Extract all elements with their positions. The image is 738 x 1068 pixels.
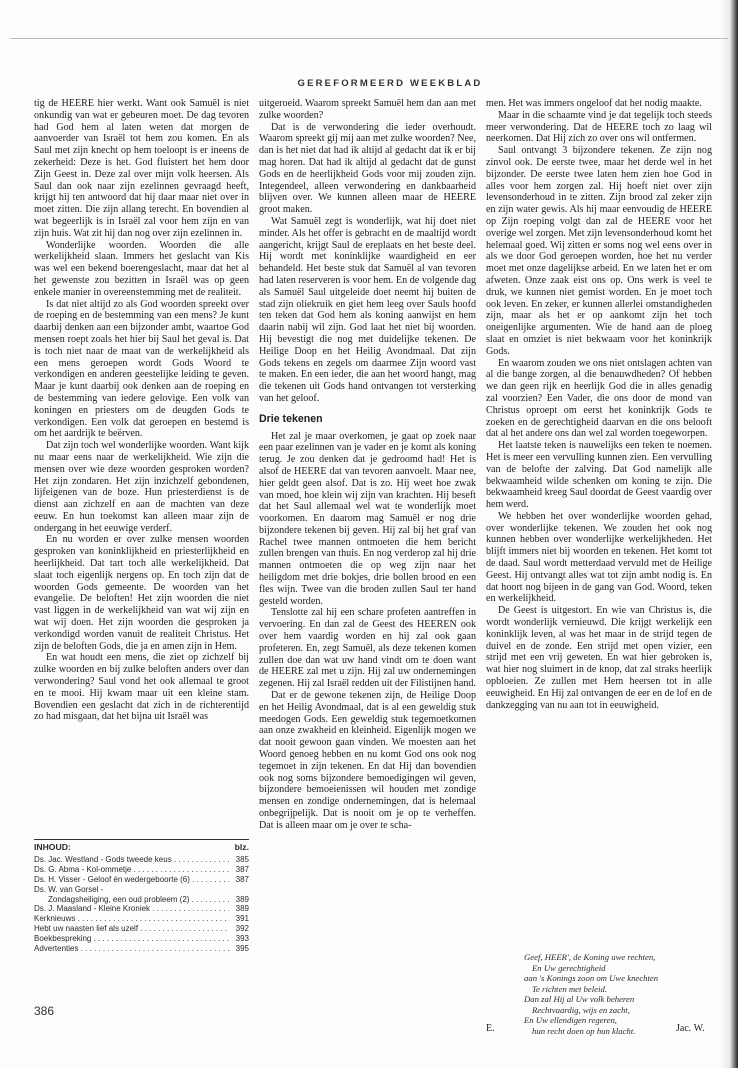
paragraph: Dat zijn toch wel wonderlijke woorden. Want kijk nu maar eens naar de werkelijkheid. Wie zijn die mensen over wie deze woorden gesproken worden? Het zijn zondaren. Het zijn inzichzelf gebondenen, lijfeigenen van de boze. Hun priesterdienst is de dienst aan zichzelf en aan de machten van deze eeuw. En hun toekomst kan alleen maar zijn de ondergang in het eeuwige verderf. (34, 440, 249, 534)
poem-line: Rechtvaardig, wijs en zacht, (532, 1004, 630, 1015)
page-number: 386 (34, 1004, 55, 1018)
paragraph: Tenslotte zal hij een schare profeten aantreffen in vervoering. En dan zal de Geest des HEEREN ook over hem vaardig worden en hij zal ook gaan profeteren. En, zegt Samuël, als deze tekenen komen zullen doe dan wat uw hand vindt om te doen want de HEERE zal met u zijn. Hij zal uw ondernemingen zegenen. Hij zal Israël redden uit der Filistijnen hand. (259, 607, 476, 690)
column-2 (259, 98, 476, 832)
paragraph: En nu worden er over zulke mensen woorden gesproken van koninklijkheid en priesterlijkheid en heerlijkheid. Dat tart toch alle werkelijkheid. Dat slaat toch eigenlijk nergens op. En toch zijn dat de woorden Gods gemeente. De woorden van het evangelie. De beloften! Het zijn woorden die niet vast liggen in de werkelijkheid van wat wij zijn en wat wij doen. Het zijn woorden die gesproken ja verkondigd worden vanuit de realiteit Christus. Het zijn de beloften Gods, die ja en amen zijn in Hem. (34, 534, 249, 652)
toc-entry: Zondagsheiliging, een oud probleem (2) . . . 389 (34, 895, 249, 905)
paragraph: Het zal je maar overkomen, je gaat op zoek naar een paar ezelinnen van je vader en je komt als koning terug. Je zou denken dat je gedroomd had! Het is alsof de HEERE dat van tevoren aanvoelt. Maar nee, hier geldt geen alsof. Dat is zo. Hij weet hoe zwak van moed, hoe klein wij zijn van krachten. Hij beseft dat het Saul allemaal wel wat te wonderlijk moet voorkomen. En daarom mag Samuël er nog drie bijzondere tekenen bij geven. Hij zal bij het graf van Rachel twee mannen ontmoeten die hem bericht zullen brengen van thuis. En nog verderop zal hij drie mannen ontmoeten die op weg zijn naar het heiligdom met drie bokjes, drie bollen brood en een fles wijn. Twee van die broden zullen Saul ter hand gesteld worden. (259, 430, 476, 607)
paragraph: tig de HEERE hier werkt. Want ook Samuël is niet onkundig van wat er gebeuren moet. De dag tevoren had God hem al laten weten dat morgen de aanvoerder van Israël tot hem zou komen. En als Saul met zijn knecht op hem toeloopt is er ineens de zekerheid: Deze is het. God fluistert het hem door Zijn Geest in. Deze zal over mijn volk heersen. Als Saul dan ook naar zijn ezelinnen gevraagd heeft, krijgt hij ten antwoord dat hij daar maar niet over in moet zitten. Die zijn allang terecht. En bovendien al wat begeerlijk is in Israël zal voor hem zijn en van zijn huis. Wat zit hij dan nog over zijn ezelinnen in. (34, 98, 249, 239)
paragraph: Dat er de gewone tekenen zijn, de Heilige Doop en het Heilig Avondmaal, dat is al een geweldig stuk meedogen Gods. Een geweldig stuk tegemoetkomen aan onze zwakheid en kleinheid. Eigenlijk mogen we dat nooit gewoon gaan vinden. We moesten aan het Woord genoeg hebben en nu komt God ons ook nog tegemoet in zijn tekenen. En dat Hij dan bovendien ook nog soms bijzondere bemoedigingen wil geven, bijzondere bemoeienissen wil houden met zondige mensen en zondige ondernemingen, dat is helemaal onbegrijpelijk. Dat is nooit om je op te verheffen. Dat is alleen maar om je over te scha- (259, 690, 476, 831)
toc-entry: Ds. G. Abma - Kol-ommetje . . . 387 (34, 865, 249, 875)
paragraph: Wonderlijke woorden. Woorden die alle werkelijkheid slaan. Immers het geslacht van Kis was wel een bekend boerengeslacht, maar dat het al het gewenste zou bezitten in Israël was op geen enkele manier in overeenstemming met de realiteit. (34, 239, 249, 298)
toc-heading: INHOUD: (34, 842, 71, 852)
scan-edge (720, 0, 738, 1068)
paragraph: Maar in die schaamte vind je dat tegelijk toch steeds meer verwondering. Dat de HEERE toch zo laag wil neerkomen. Dat Hij zich zo over ons wil ontfermen. (486, 109, 712, 145)
table-of-contents (34, 839, 249, 954)
paragraph: En wat houdt een mens, die ziet op zichzelf bij zulke woorden en bij zulke beloften anders over dan verwondering? Saul vond het ook allemaal te groot en te mooi. Hij kwam maar uit een kleine stam. Bovendien een geslacht dat zich in de richterentijd zo had misgaan, dat het bijna uit Israël was (34, 652, 249, 723)
poem-line: Dan zal Hij al Uw volk beheren (524, 994, 635, 1004)
toc-entry: Ds. Jac. Westland - Gods tweede keus . . . 385 (34, 855, 249, 865)
paragraph: Wat Samuël zegt is wonderlijk, wat hij doet niet minder. Als het offer is gebracht en de maaltijd wordt aangericht, krijgt Saul de ereplaats en het beste deel. Hij wordt met koninklijke waardigheid en eer behandeld. Het beste stuk dat Samuël al van tevoren had laten reserveren is voor hem. En de volgende dag als Samuël Saul uitgeleide doet neemt hij buiten de stad zijn oliekruik en giet hem leeg over Sauls hoofd ten teken dat God hem als koning aanwijst en hem daarin nabij wil zijn. God laat het niet bij woorden. Hij bevestigt die nog met duidelijke tekenen. De Heilige Doop en het Heilig Avondmaal. Dat zijn Gods tekens en zegels om daarmee Zijn woord vast te maken. En een ieder, die aan het woord hangt, mag die tekenen uit Gods hand ontvangen tot versterking van het geloof. (259, 215, 476, 404)
poem-line: Te richten met beleid. (532, 983, 607, 994)
poem-line: aan 's Konings zoon om Uwe knechten (524, 973, 659, 983)
paragraph: Saul ontvangt 3 bijzondere tekenen. Ze zijn nog zinvol ook. De eerste twee, maar het derde wel in het bijzonder. De eerste twee laten hem zien hoe God in alles voor hem zorgen zal. Hij hoeft niet over zijn levensonderhoud in te zitten. Zijn brood zal zeker zijn en zijn water gewis. Als hij maar eenvoudig de HEERE op Zijn roeping volgt dan zal de HEERE voor het overige wel zorgen. Met zijn levensonderhoud komt het helemaal goed. Wij zitten er soms nog wel eens over in als we door God geroepen worden, hoe het nu verder moet met onze dagelijkse arbeid. En we laten het er om afweten. Onze zaak eist ons op. Ons werk is veel te druk, we kunnen niet gemist worden. En je moet toch ook leven. En zeker, er kunnen allerlei omstandigheden zijn, maar als het er op aankomt zijn het toch oneigenlijke argumenten. Wie de hand aan de ploeg slaat en omziet is niet bekwaam voor het koninkrijk Gods. (486, 145, 712, 357)
paragraph: We hebben het over wonderlijke woorden gehad, over wonderlijke tekenen. We zouden het ook nog kunnen hebben over wonderlijke werkelijkheden. Het blijft immers niet bij woorden en tekenen. Het komt tot de daad. Saul wordt metterdaad vervuld met de Heilige Geest. Hij ontvangt alles wat tot zijn ambt nodig is. En dat hoort nog bijeen in de gang van God. Woord, teken en werkelijkheid. (486, 510, 712, 605)
paragraph: uitgeroeid. Waarom spreekt Samuël hem dan aan met zulke woorden? (259, 98, 476, 121)
paragraph: Het laatste teken is nauwelijks een teken te noemen. Het is meer een vervulling kunnen zien. Een vervulling van de belofte der zalving. Dat God namelijk alle bekwaamheid wilde schenken om koning te zijn. Die bekwaamheid kreeg Saul doordat de Geest vaardig over hem werd. (486, 440, 712, 511)
toc-header (34, 843, 249, 853)
toc-entry: Boekbespreking . . . 393 (34, 934, 249, 944)
toc-entry: Ds. W. van Gorsel - (34, 884, 104, 894)
toc-rule (34, 839, 249, 840)
toc-entry: Ds. H. Visser - Geloof én wedergeboorte (6) . . . 387 (34, 875, 249, 885)
column-3 (486, 98, 712, 711)
poem-line: Geef, HEER', de Koning uwe rechten, (524, 952, 656, 962)
paragraph: Dat is de verwondering die ieder overhoudt. Waarom spreekt gij mij aan met zulke woorden? Nee, dan is het niet dat had ik altijd al gedacht dat ik er bij mag horen. Dat had ik altijd al gedacht dat de gunst Gods en de heerlijkheid Gods voor mij zouden zijn. Integendeel, alleen verwondering en dankbaarheid blijven over. We kunnen alleen maar de HEERE groot maken. (259, 121, 476, 216)
toc-entry: Kerknieuws . . . 391 (34, 914, 249, 924)
poem-line: hun recht doen op hun klacht. (532, 1025, 636, 1036)
paragraph: men. Het was immers ongeloof dat het nodig maakte. (486, 98, 702, 109)
poem-line: En Uw ellendigen regeren, (524, 1015, 617, 1025)
author-signature: Jac. W. (676, 1023, 705, 1034)
toc-entry: Hebt uw naasten lief als uzelf . . . 392 (34, 924, 249, 934)
poem-line: En Uw gerechtigheid (532, 962, 606, 973)
column-1 (34, 98, 249, 723)
masthead: GEREFORMEERD WEEKBLAD (297, 78, 483, 89)
paragraph: En waarom zouden we ons niet ontslagen achten van al die bange zorgen, al die benauwdheden? Of hebben we dan geen rijk en heerlijk God die in alles genadig zal voorzien? Een Vader, die ons door de mond van Christus oproept om eerst het koninkrijk Gods te zoeken en de gerechtigheid daarvan en die ons belooft dat al het andere ons dan wel zal worden toegeworpen. (486, 357, 712, 440)
paragraph: De Geest is uitgestort. En wie van Christus is, die wordt wonderlijk vernieuwd. Die krijgt werkelijk een koninklijk leven, al was het maar in de strijd tegen de duivel en de zonde. Een strijd met open vizier, een strijd met een vrij geweten. En wat hier gebroken is, wat hier nog sluimert in de knop, dat zal straks heerlijk opbloeien. Ze zullen met Hem heersen tot in alle eeuwigheid. En Hij zal ontvangen de eer en de lof en de dankzegging van nu aan tot in eeuwigheid. (486, 605, 712, 711)
page-top-rule (10, 38, 728, 39)
section-heading: Drie tekenen (259, 412, 323, 425)
toc-page-label: blz. (234, 842, 249, 852)
paragraph: Is dat niet altijd zo als God woorden spreekt over de roeping en de bestemming van een mens? Je kunt daarbij denken aan een bijzonder ambt, waartoe God mensen roept zoals het hier bij Saul het geval is. Dat is toch niet naar de maat van de werkelijkheid als een mens geroepen wordt Gods Woord te verkondigen en anderen geestelijke leiding te geven. Maar je kunt daarbij ook denken aan de roeping en de bestemming van iedere gelovige. Een volk van koningen en priesters om de deugden Gods te verkondigen. Een volk dat geroepen en bestemd is om het aardrijk te beërven. (34, 298, 249, 440)
toc-entry: Ds. J. Maasland - Kleine Kroniek . . . 389 (34, 904, 249, 914)
toc-entry: Advertenties . . . 395 (34, 944, 249, 954)
signature-initial: E. (486, 1023, 495, 1034)
